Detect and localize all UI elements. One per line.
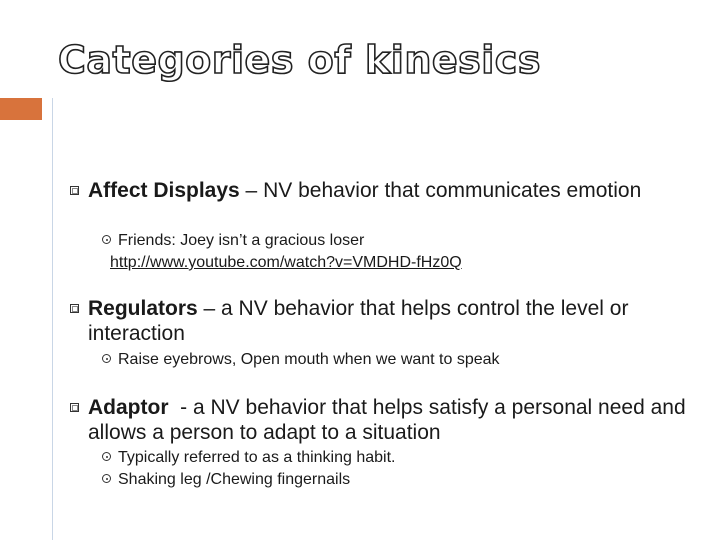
sub-bullet-thinking-habit: [102, 447, 395, 468]
circle-bullet-icon: [102, 474, 111, 483]
video-link-line: [110, 252, 462, 273]
sub-bullet-raise-eyebrows: [102, 349, 500, 370]
sub-bullet-shaking-leg: [102, 469, 350, 490]
sub-bullet-text: Friends: Joey isn’t a gracious loser: [118, 232, 365, 249]
square-bullet-icon: [70, 186, 79, 195]
square-bullet-icon: [70, 304, 79, 313]
sub-bullet-text: Raise eyebrows, Open mouth when we want to speak: [118, 351, 500, 368]
bullet-term: Affect Displays: [88, 179, 240, 202]
bullet-separator: –: [197, 297, 222, 320]
bullet-term: Regulators: [88, 297, 198, 320]
accent-block: [0, 98, 42, 120]
bullet-text: a NV behavior that helps control the level or interaction: [88, 297, 629, 345]
sub-bullet-friends: [102, 230, 364, 251]
bullet-text: NV behavior that communicates emotion: [263, 179, 642, 202]
bullet-adaptor: [88, 395, 688, 445]
bullet-separator: -: [168, 396, 193, 419]
bullet-separator: –: [239, 179, 264, 202]
bullet-affect-displays: [88, 178, 688, 203]
accent-rule: [52, 98, 53, 540]
bullet-text: a NV behavior that helps satisfy a personal need and allows a person to adapt to a situation: [88, 396, 686, 444]
square-bullet-icon: [70, 403, 79, 412]
circle-bullet-icon: [102, 354, 111, 363]
slide-title: Categories of kinesics: [58, 38, 541, 82]
bullet-regulators: [88, 296, 688, 346]
sub-bullet-text: Shaking leg /Chewing fingernails: [118, 471, 351, 488]
bullet-term: Adaptor: [88, 396, 169, 419]
circle-bullet-icon: [102, 235, 111, 244]
circle-bullet-icon: [102, 452, 111, 461]
sub-bullet-text: Typically referred to as a thinking habit.: [118, 449, 396, 466]
video-link[interactable]: http://www.youtube.com/watch?v=VMDHD-fHz0Q: [110, 254, 462, 271]
